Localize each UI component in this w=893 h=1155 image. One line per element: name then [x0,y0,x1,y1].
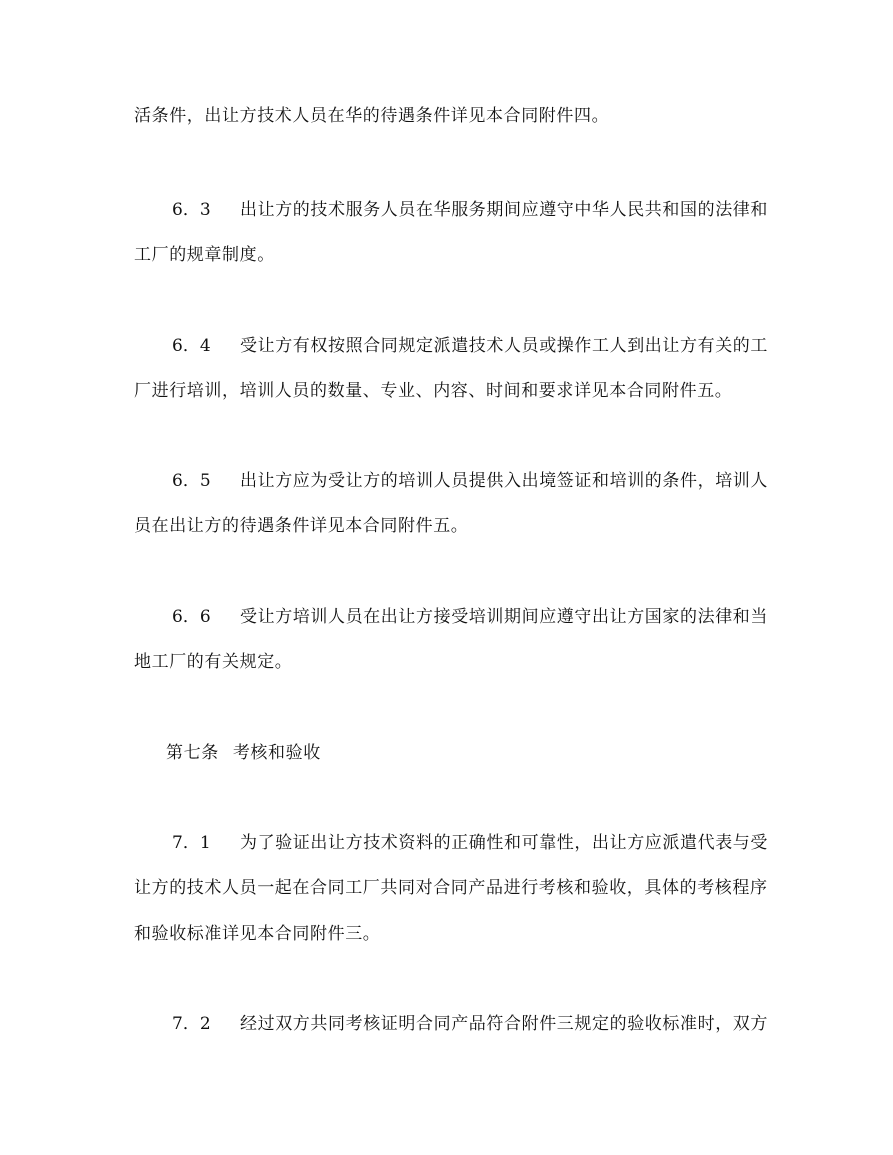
clause-7-1-line: 让方的技术人员一起在合同工厂共同对合同产品进行考核和验收，具体的考核程序 [134,878,768,898]
clause-number: 6．6 [172,607,211,627]
clause-6-5-line: 员在出让方的待遇条件详见本合同附件五。 [134,516,469,536]
article-number: 第七条 [166,743,219,763]
clause-number: 6．4 [172,336,211,356]
clause-number: 6．3 [172,200,211,220]
clause-7-1-first-line: 7．1 为了验证出让方技术资料的正确性和可靠性，出让方应派遣代表与受 [172,833,768,853]
article-title: 考核和验收 [232,743,321,763]
paragraph-line: 活条件，出让方技术人员在华的待遇条件详见本合同附件四。 [134,106,610,126]
clause-6-6-line: 地工厂的有关规定。 [134,652,293,672]
clause-number: 7．2 [172,1014,211,1034]
clause-6-5-first-line: 6．5 出让方应为受让方的培训人员提供入出境签证和培训的条件，培训人 [172,471,768,491]
clause-7-1-line: 和验收标准详见本合同附件三。 [134,924,381,944]
clause-number: 7．1 [172,833,211,853]
clause-6-6-first-line: 6．6 受让方培训人员在出让方接受培训期间应遵守出让方国家的法律和当 [172,607,768,627]
clause-number: 6．5 [172,471,211,491]
clause-6-4-line: 厂进行培训，培训人员的数量、专业、内容、时间和要求详见本合同附件五。 [134,381,733,401]
clause-7-2-first-line: 7．2 经过双方共同考核证明合同产品符合附件三规定的验收标准时，双方 [172,1014,768,1034]
clause-6-3-first-line: 6．3 出让方的技术服务人员在华服务期间应遵守中华人民共和国的法律和 [172,200,768,220]
clause-6-4-first-line: 6．4 受让方有权按照合同规定派遣技术人员或操作工人到出让方有关的工 [172,336,768,356]
clause-6-3-line: 工厂的规章制度。 [134,245,275,265]
article-heading [166,741,321,765]
